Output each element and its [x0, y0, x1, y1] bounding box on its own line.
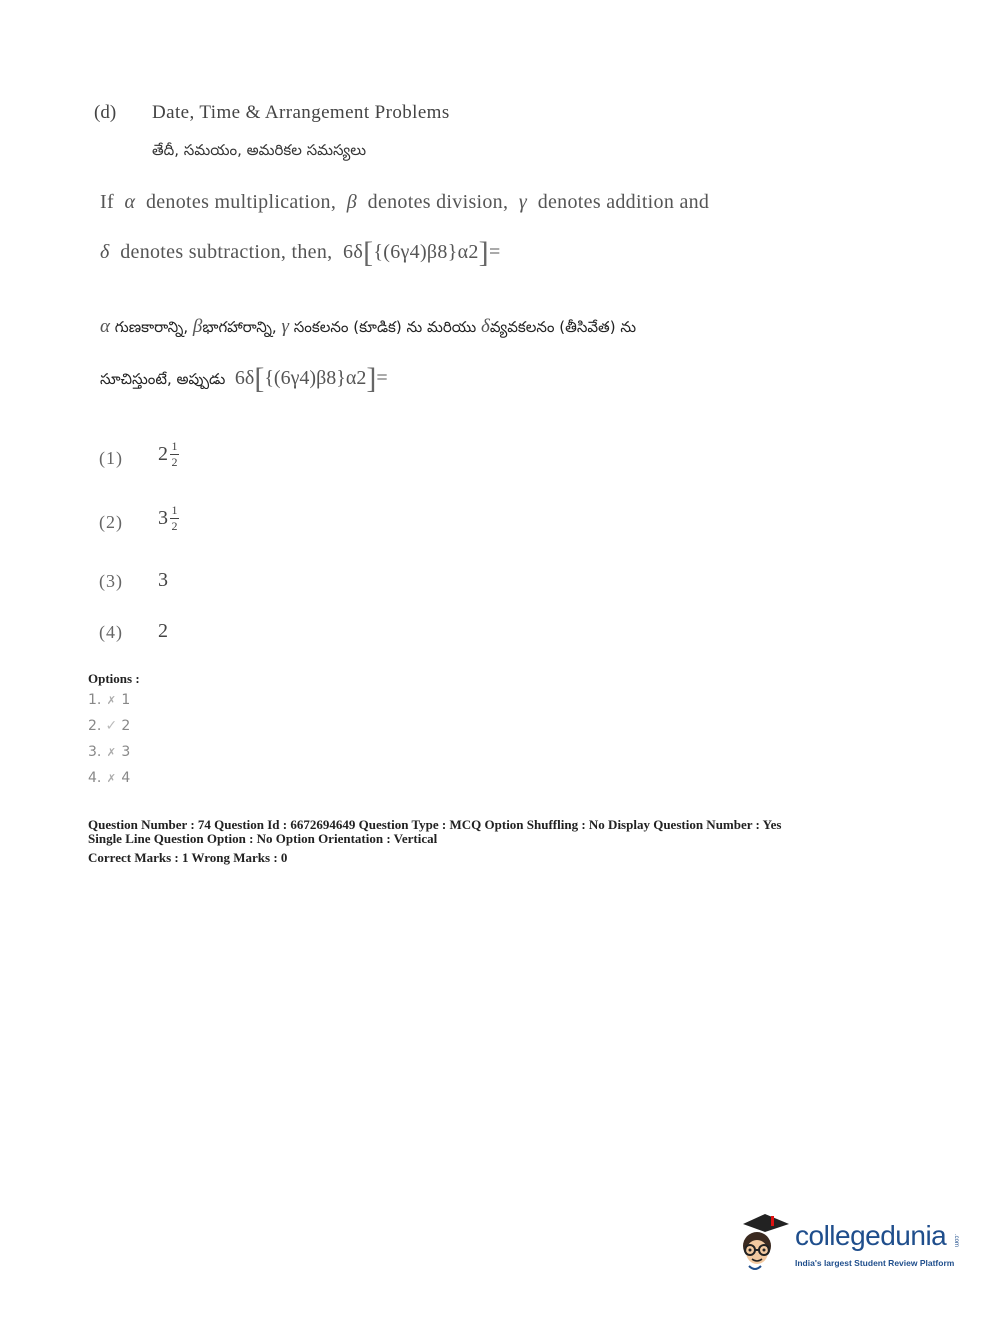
option-4-value: 2 — [158, 620, 168, 642]
section-title-telugu: తేదీ, సమయం, అమరికల సమస్యలు — [152, 141, 367, 159]
option-1-value: 2 $\frac{1}{2}$ — [158, 439, 178, 469]
collegedunia-logo — [735, 1210, 965, 1280]
question-expression-te: 6δ[{(6γ4)β8}α2]= — [234, 362, 388, 395]
option-3-number: (3) — [99, 571, 123, 591]
option-2-number: (2) — [99, 512, 123, 532]
question-meta-line-1: Question Number : 74 Question Id : 6672694649 Question Type : MCQ Option Shuffling : No Display Question Number : Yes — [88, 817, 782, 832]
mascot-icon — [735, 1210, 795, 1278]
logo-tagline: India's largest Student Review Platform — [795, 1258, 955, 1268]
cross-icon: ✗ — [106, 694, 116, 707]
option-1-number: (1) — [99, 448, 123, 468]
answer-row-2: 2. ✓ 2 — [88, 718, 131, 734]
logo-suffix: .com — [953, 1234, 959, 1248]
option-2-value: 3 $\frac{1}{2}$ — [158, 503, 178, 533]
question-meta-line-3: Correct Marks : 1 Wrong Marks : 0 — [88, 850, 288, 865]
check-icon: ✓ — [105, 718, 118, 734]
question-te-line-1: α గుణకారాన్ని, βభాగహారాన్ని, γ సంకలనం (కూడిక) ను మరియు δవ్యవకలనం (తీసివేత) ను — [100, 316, 637, 337]
section-label: (d) — [94, 102, 117, 123]
answer-row-1: 1. ✗ 1 — [88, 692, 131, 708]
question-te-line-2: సూచిస్తుంటే, అప్పుడు 6δ[{(6γ4)β8}α2]= — [100, 362, 388, 395]
option-3-value: 3 — [158, 569, 168, 591]
cross-icon: ✗ — [106, 746, 116, 759]
question-en-line-2: δ denotes subtraction, then, 6δ[{(6γ4)β8}α2]= — [100, 236, 501, 269]
cross-icon: ✗ — [106, 772, 116, 785]
answer-row-3: 3. ✗ 3 — [88, 744, 131, 760]
answer-row-4: 4. ✗ 4 — [88, 770, 131, 786]
question-meta-line-2: Single Line Question Option : No Option Orientation : Vertical — [88, 831, 438, 846]
logo-name: collegedunia — [795, 1220, 947, 1251]
question-en-line-1: If α denotes multiplication, β denotes division, γ denotes addition and — [100, 191, 710, 213]
options-label: Options : — [88, 671, 140, 686]
section-title: Date, Time & Arrangement Problems — [152, 102, 450, 123]
option-4-number: (4) — [99, 622, 123, 642]
question-expression: 6δ[{(6γ4)β8}α2]= — [343, 236, 501, 269]
